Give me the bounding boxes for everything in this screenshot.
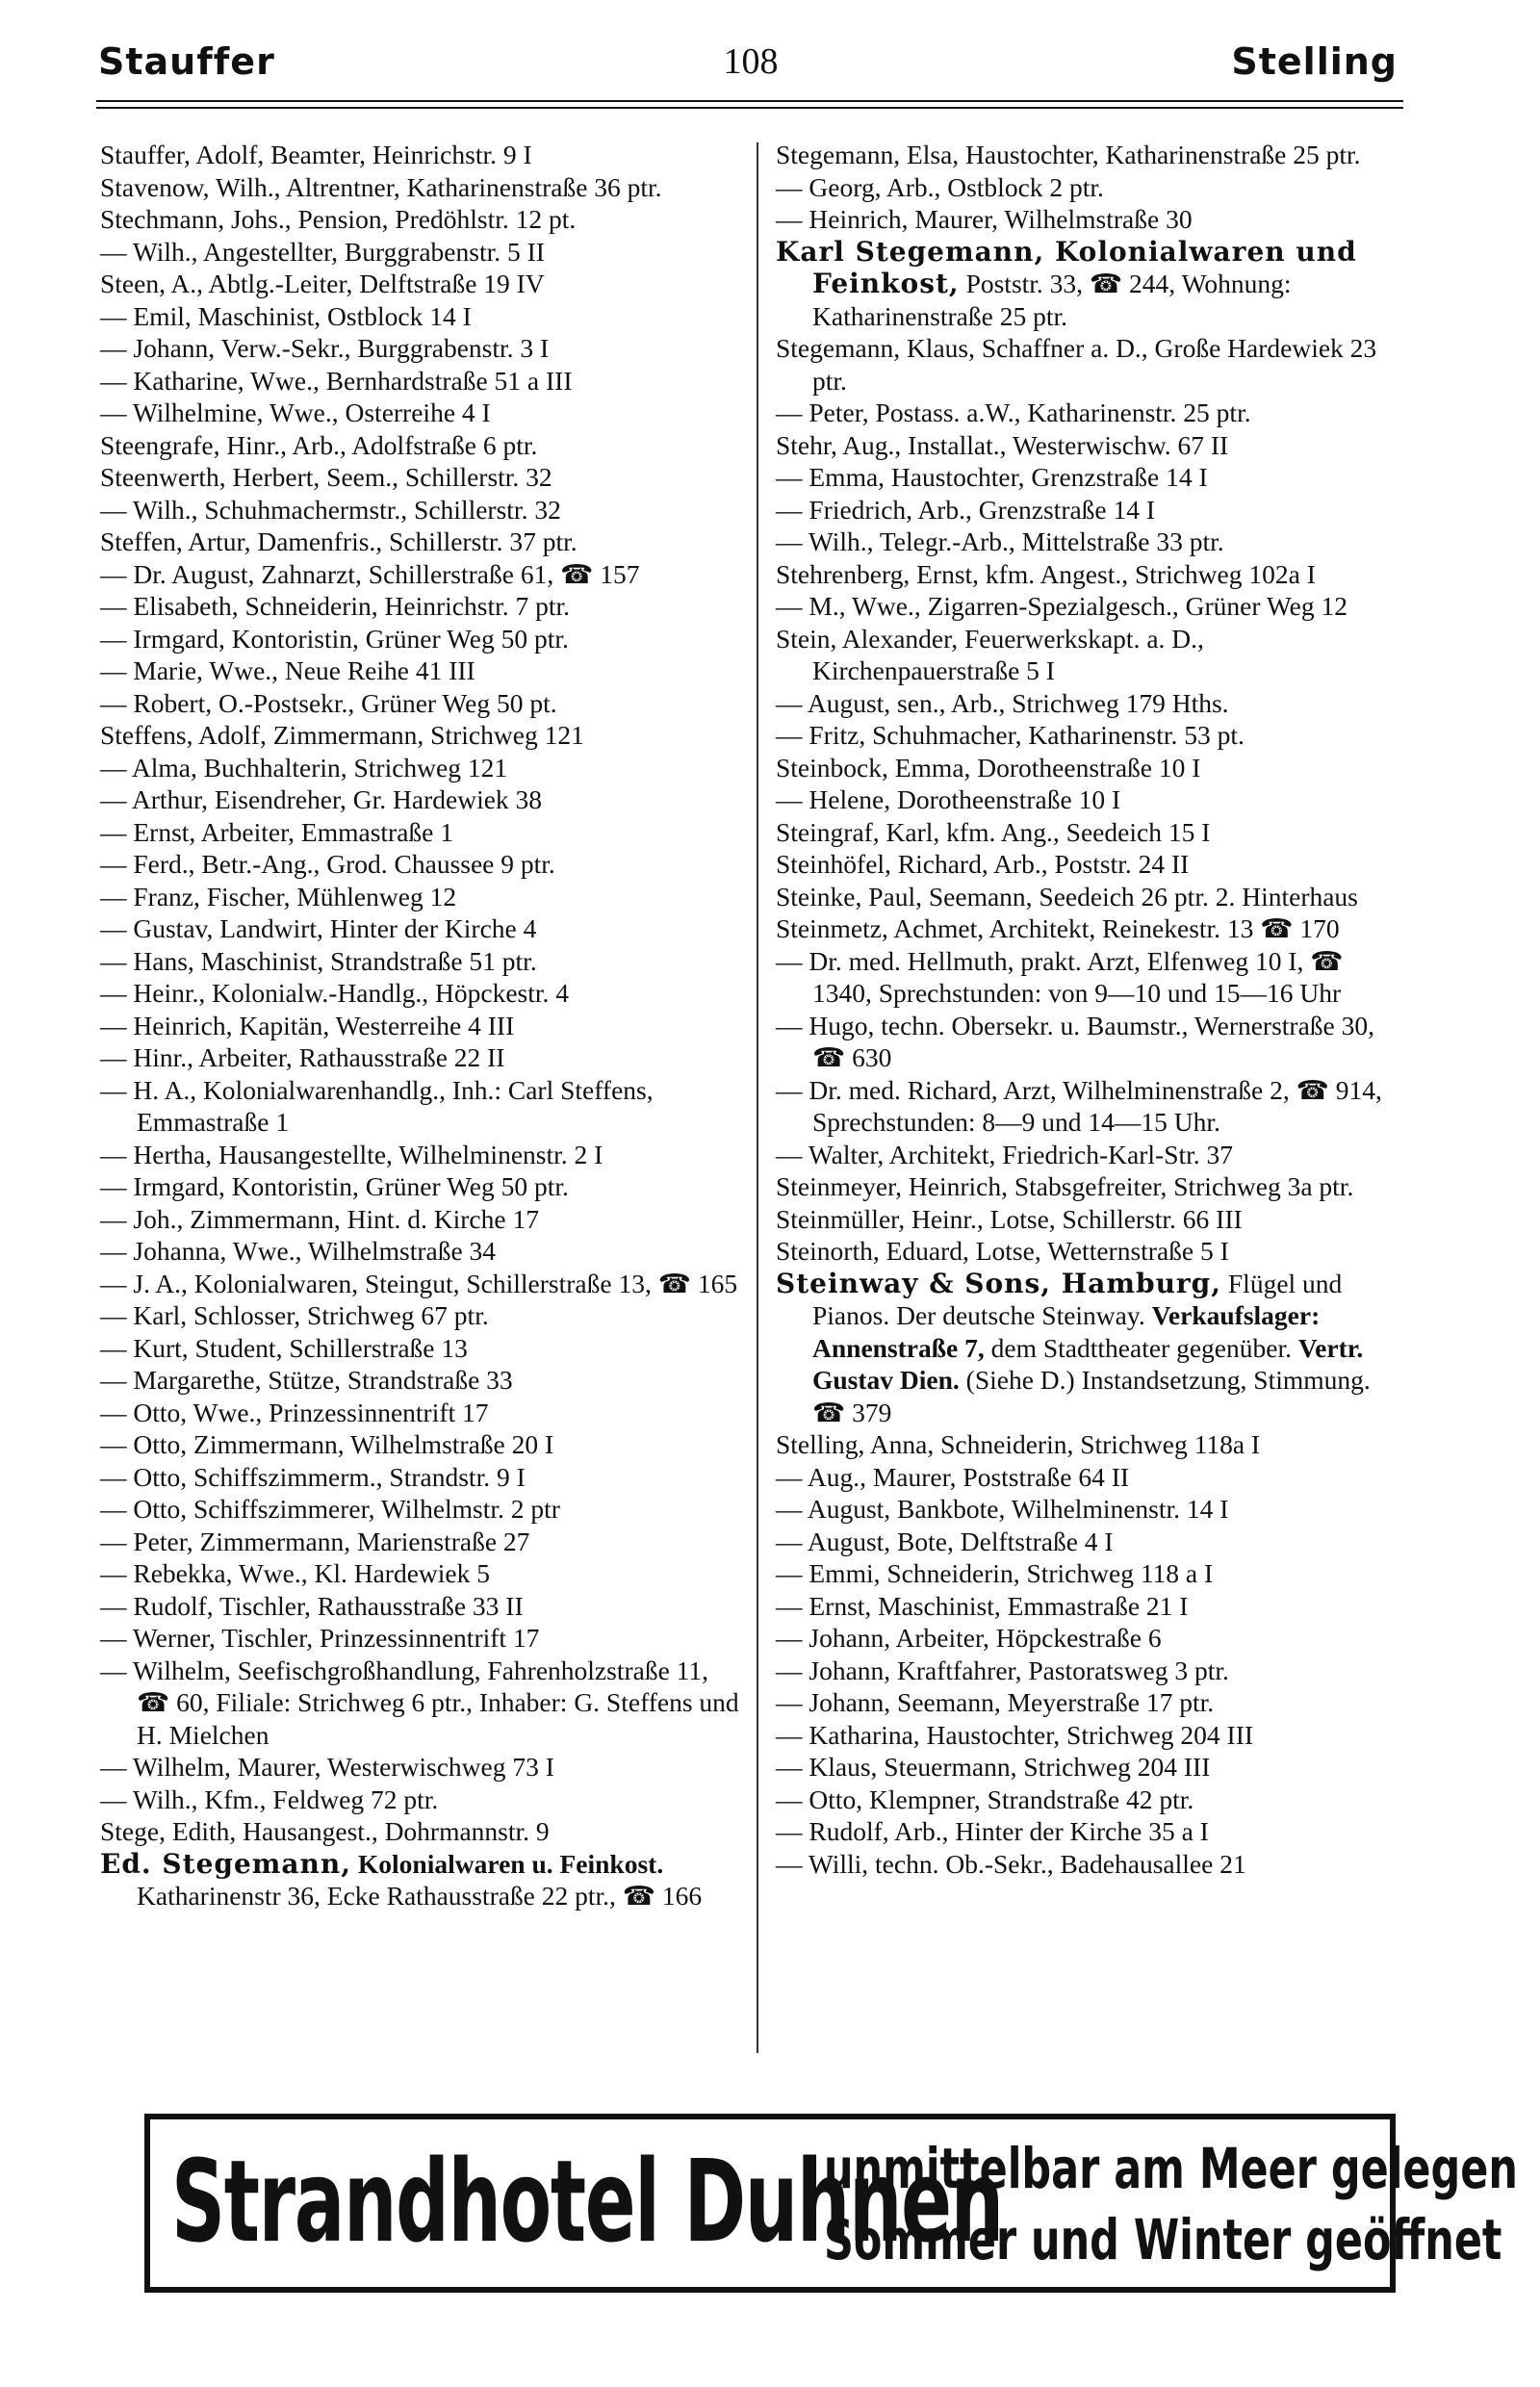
directory-entry: Steffen, Artur, Damenfris., Schillerstr. 37 ptr.: [100, 526, 578, 556]
firm-text: dem Stadttheater gegenüber.: [990, 1332, 1292, 1363]
directory-entry: — Irmgard, Kontoristin, Grüner Weg 50 ptr.: [100, 1171, 569, 1201]
directory-entry: — Marie, Wwe., Neue Reihe 41 III: [100, 655, 475, 685]
directory-entry: — M., Wwe., Zigarren-Spezialgesch., Grüner Weg 12: [776, 591, 1348, 621]
directory-entry: — Willi, techn. Ob.-Sekr., Badehausallee 21: [776, 1848, 1246, 1879]
directory-entry: — Friedrich, Arb., Grenzstraße 14 I: [776, 494, 1156, 525]
right-entries-a: [776, 139, 1403, 236]
directory-entry: — Dr. August, Zahnarzt, Schillerstraße 61, ☎ 157: [100, 558, 640, 589]
firm-name: Steinway & Sons, Hamburg,: [776, 1267, 1222, 1299]
directory-entry: — Otto, Zimmermann, Wilhelmstraße 20 I: [100, 1429, 554, 1459]
right-column: [776, 139, 1403, 1880]
directory-entry: Stegemann, Klaus, Schaffner a. D., Große Hardewiek 23 ptr.: [776, 333, 1377, 396]
directory-entry: — J. A., Kolonialwaren, Steingut, Schillerstraße 13, ☎ 165: [100, 1268, 738, 1298]
directory-entry: — August, Bankbote, Wilhelminenstr. 14 I: [776, 1494, 1229, 1524]
directory-entry: — Werner, Tischler, Prinzessinnentrift 17: [100, 1623, 540, 1653]
directory-entry: Steinke, Paul, Seemann, Seedeich 26 ptr. 2. Hinterhaus: [776, 881, 1358, 911]
directory-entry: — Emmi, Schneiderin, Strichweg 118 a I: [776, 1558, 1214, 1588]
directory-entry: Steengrafe, Hinr., Arb., Adolfstraße 6 ptr.: [100, 429, 538, 460]
ad-hotel-name: Strandhotel Duhnen: [171, 2135, 1003, 2268]
directory-entry: Stehrenberg, Ernst, kfm. Angest., Strichweg 102a I: [776, 558, 1316, 589]
firm-bold: Verkaufslager: Annenstraße 7,: [812, 1300, 1321, 1363]
firm-entry-karl-stegemann: [776, 236, 1403, 333]
directory-entry: — Dr. med. Hellmuth, prakt. Arzt, Elfenweg 10 I, ☎ 1340, Sprechstunden: von 9—10 und 15—16 Uhr: [776, 945, 1344, 1008]
directory-entry: Steinhöfel, Richard, Arb., Poststr. 24 II: [776, 849, 1190, 879]
directory-entry: — Ferd., Betr.-Ang., Grod. Chaussee 9 ptr.: [100, 849, 555, 879]
directory-entry: Stein, Alexander, Feuerwerkskapt. a. D., Kirchenpauerstraße 5 I: [776, 623, 1204, 685]
header-left-keyword: Stauffer: [98, 40, 275, 83]
directory-entry: — Peter, Postass. a.W., Katharinenstr. 25 ptr.: [776, 398, 1251, 427]
directory-entry: Steinmüller, Heinr., Lotse, Schillerstr. 66 III: [776, 1203, 1243, 1234]
directory-entry: Stelling, Anna, Schneiderin, Strichweg 118a I: [776, 1429, 1261, 1459]
directory-entry: — August, Bote, Delftstraße 4 I: [776, 1526, 1114, 1556]
header-rule-bottom: [96, 107, 1403, 109]
directory-entry: — Rudolf, Arb., Hinter der Kirche 35 a I: [776, 1816, 1209, 1846]
directory-entry: — Hugo, techn. Obersekr. u. Baumstr., Wernerstraße 30, ☎ 630: [776, 1010, 1374, 1072]
directory-entry: — Gustav, Landwirt, Hinter der Kirche 4: [100, 913, 537, 943]
directory-entry: Steen, A., Abtlg.-Leiter, Delftstraße 19 IV: [100, 269, 545, 298]
directory-entry: — Georg, Arb., Ostblock 2 ptr.: [776, 171, 1104, 202]
directory-entry: — Hertha, Hausangestellte, Wilhelminenstr. 2 I: [100, 1139, 603, 1169]
directory-entry: — Fritz, Schuhmacher, Katharinenstr. 53 pt.: [776, 720, 1245, 750]
directory-entry: Steinmetz, Achmet, Architekt, Reinekestr. 13 ☎ 170: [776, 913, 1340, 943]
firm-name: Karl Stegemann, Kolonialwaren und Feinkost,: [776, 235, 1357, 299]
directory-entry: — Wilhelmine, Wwe., Osterreihe 4 I: [100, 398, 491, 427]
directory-entry: — Heinr., Kolonialw.-Handlg., Höpckestr. 4: [100, 978, 570, 1008]
header-rule-top: [96, 100, 1403, 102]
directory-entry: Stehr, Aug., Installat., Westerwischw. 67 II: [776, 429, 1229, 460]
firm-name: Ed. Stegemann,: [100, 1847, 352, 1880]
directory-entry: — Franz, Fischer, Mühlenweg 12: [100, 881, 457, 911]
column-divider: [757, 142, 758, 2053]
directory-entry: — Ernst, Maschinist, Emmastraße 21 I: [776, 1590, 1189, 1621]
directory-entry: — Johanna, Wwe., Wilhelmstraße 34: [100, 1236, 497, 1266]
directory-entry: Steingraf, Karl, kfm. Ang., Seedeich 15 I: [776, 816, 1211, 847]
directory-entry: — Wilh., Angestellter, Burggrabenstr. 5 II: [100, 236, 545, 267]
firm-address: Katharinenstr 36, Ecke Rathausstraße 22 ptr., ☎ 166: [137, 1881, 703, 1911]
directory-entry: Stege, Edith, Hausangest., Dohrmannstr. 9: [100, 1816, 550, 1846]
directory-entry: — Dr. med. Richard, Arzt, Wilhelminenstraße 2, ☎ 914, Sprechstunden: 8—9 und 14—15 Uhr.: [776, 1074, 1382, 1137]
directory-entry: — Walter, Architekt, Friedrich-Karl-Str. 37: [776, 1139, 1234, 1169]
directory-entry: — Alma, Buchhalterin, Strichweg 121: [100, 752, 508, 783]
directory-entry: — Otto, Schiffszimmerm., Strandstr. 9 I: [100, 1461, 526, 1492]
directory-entry: — Margarethe, Stütze, Strandstraße 33: [100, 1365, 513, 1395]
directory-entry: — Wilh., Kfm., Feldweg 72 ptr.: [100, 1784, 439, 1814]
directory-entry: — Emma, Haustochter, Grenzstraße 14 I: [776, 462, 1208, 492]
firm-address: Poststr. 33, ☎ 244, Wohnung: Katharinenstraße 25 ptr.: [812, 269, 1292, 331]
firm-text: (Siehe D.) Instandsetzung, Stimmung. ☎ 379: [812, 1365, 1371, 1427]
directory-entry: Steinmeyer, Heinrich, Stabsgefreiter, Strichweg 3a ptr.: [776, 1171, 1354, 1201]
page-number: 108: [723, 41, 779, 82]
left-entries: [100, 139, 741, 1848]
directory-entry: — Irmgard, Kontoristin, Grüner Weg 50 ptr.: [100, 623, 569, 654]
directory-entry: — Hans, Maschinist, Strandstraße 51 ptr.: [100, 945, 537, 976]
directory-entry: Steinorth, Eduard, Lotse, Wetternstraße 5 I: [776, 1236, 1229, 1266]
directory-entry: — Otto, Klempner, Strandstraße 42 ptr.: [776, 1784, 1194, 1814]
firm-entry-ed-stegemann: [100, 1848, 741, 1912]
directory-entry: — Rebekka, Wwe., Kl. Hardewiek 5: [100, 1558, 490, 1588]
advertisement-box: [144, 2114, 1518, 2293]
directory-entry: — Otto, Wwe., Prinzessinnentrift 17: [100, 1397, 489, 1427]
directory-entry: — Katharine, Wwe., Bernhardstraße 51 a III: [100, 365, 573, 396]
directory-entry: — Elisabeth, Schneiderin, Heinrichstr. 7 ptr.: [100, 591, 571, 621]
directory-entry: — Johann, Arbeiter, Höpckestraße 6: [776, 1623, 1162, 1653]
directory-entry: — Johann, Kraftfahrer, Pastoratsweg 3 ptr.: [776, 1655, 1229, 1685]
directory-entry: Stegemann, Elsa, Haustochter, Katharinenstraße 25 ptr.: [776, 140, 1361, 169]
directory-entry: Stauffer, Adolf, Beamter, Heinrichstr. 9 I: [100, 140, 532, 169]
directory-entry: Steinbock, Emma, Dorotheenstraße 10 I: [776, 752, 1201, 783]
directory-entry: — Otto, Schiffszimmerer, Wilhelmstr. 2 ptr: [100, 1494, 560, 1524]
directory-entry: — Helene, Dorotheenstraße 10 I: [776, 784, 1121, 814]
directory-entry: — Heinrich, Maurer, Wilhelmstraße 30: [776, 204, 1193, 234]
directory-entry: — Peter, Zimmermann, Marienstraße 27: [100, 1526, 530, 1556]
directory-entry: — Katharina, Haustochter, Strichweg 204 III: [776, 1719, 1254, 1750]
directory-entry: — Aug., Maurer, Poststraße 64 II: [776, 1461, 1130, 1492]
right-entries-c: [776, 1428, 1403, 1880]
directory-entry: — Heinrich, Kapitän, Westerreihe 4 III: [100, 1010, 515, 1040]
page-header: [96, 40, 1405, 98]
directory-entry: — Klaus, Steuermann, Strichweg 204 III: [776, 1752, 1211, 1782]
firm-text: Flügel und Pianos. Der deutsche Steinway.: [812, 1268, 1343, 1330]
directory-entry: — Kurt, Student, Schillerstraße 13: [100, 1332, 468, 1363]
firm-desc: Kolonialwaren u. Feinkost.: [357, 1848, 664, 1879]
ad-tagline-1: unmittelbar am Meer gelegen: [824, 2136, 1518, 2201]
firm-bold: Vertr. Gustav Dien.: [812, 1332, 1364, 1395]
directory-entry: — August, sen., Arb., Strichweg 179 Hths.: [776, 687, 1229, 718]
directory-entry: Stavenow, Wilh., Altrentner, Katharinenstraße 36 ptr.: [100, 171, 662, 202]
directory-entry: — Hinr., Arbeiter, Rathausstraße 22 II: [100, 1042, 505, 1072]
directory-entry: — H. A., Kolonialwarenhandlg., Inh.: Carl Steffens, Emmastraße 1: [100, 1074, 654, 1137]
directory-entry: Steffens, Adolf, Zimmermann, Strichweg 121: [100, 720, 584, 750]
directory-entry: — Wilh., Schuhmachermstr., Schillerstr. 32: [100, 494, 561, 525]
directory-entry: — Wilhelm, Maurer, Westerwischweg 73 I: [100, 1752, 554, 1782]
left-column: [100, 139, 741, 1912]
right-entries-b: [776, 332, 1403, 1268]
header-right-keyword: Stelling: [1231, 40, 1398, 83]
directory-entry: — Rudolf, Tischler, Rathausstraße 33 II: [100, 1590, 524, 1621]
directory-entry: — Joh., Zimmermann, Hint. d. Kirche 17: [100, 1203, 539, 1234]
firm-entry-steinway: [776, 1268, 1403, 1429]
directory-entry: — Robert, O.-Postsekr., Grüner Weg 50 pt.: [100, 687, 557, 718]
directory-entry: — Wilhelm, Seefischgroßhandlung, Fahrenholzstraße 11, ☎ 60, Filiale: Strichweg 6 ptr., Inhaber: G. Steffens und H. Mielchen: [100, 1655, 739, 1750]
directory-entry: — Ernst, Arbeiter, Emmastraße 1: [100, 816, 453, 847]
directory-entry: — Johann, Verw.-Sekr., Burggrabenstr. 3 I: [100, 333, 550, 363]
directory-entry: Steenwerth, Herbert, Seem., Schillerstr. 32: [100, 462, 552, 492]
directory-entry: — Karl, Schlosser, Strichweg 67 ptr.: [100, 1300, 489, 1330]
directory-entry: — Johann, Seemann, Meyerstraße 17 ptr.: [776, 1687, 1215, 1717]
directory-entry: Stechmann, Johs., Pension, Predöhlstr. 12 pt.: [100, 204, 577, 234]
directory-entry: — Emil, Maschinist, Ostblock 14 I: [100, 300, 472, 331]
directory-entry: — Wilh., Telegr.-Arb., Mittelstraße 33 ptr.: [776, 526, 1224, 556]
ad-tagline-2: Sommer und Winter geöffnet: [824, 2207, 1502, 2272]
directory-entry: — Arthur, Eisendreher, Gr. Hardewiek 38: [100, 784, 543, 814]
